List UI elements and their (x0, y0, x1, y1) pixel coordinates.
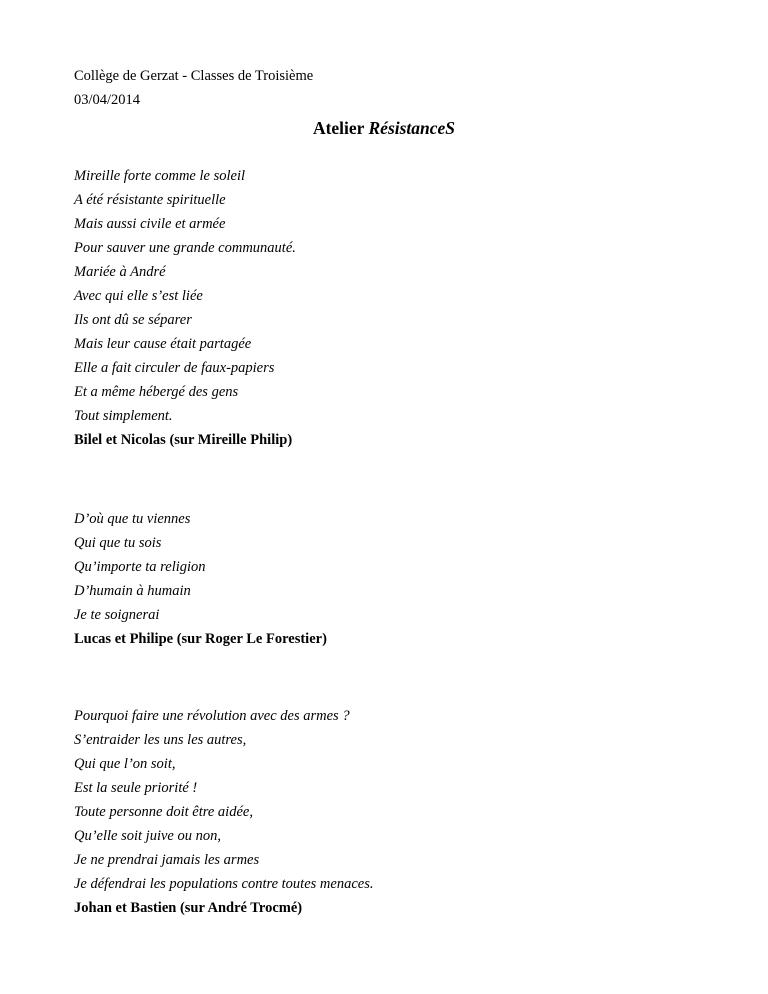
poem-line: Ils ont dû se séparer (74, 312, 192, 328)
page-title (74, 117, 694, 139)
poem-line: Je te soignerai (74, 607, 160, 623)
poem-line: Avec qui elle s’est liée (74, 288, 203, 304)
poem-line: Mireille forte comme le soleil (74, 168, 245, 184)
poem-line: Qu’importe ta religion (74, 559, 206, 575)
school-header: Collège de Gerzat - Classes de Troisième (74, 68, 314, 84)
poem-authors: Johan et Bastien (sur André Trocmé) (74, 900, 303, 916)
title-prefix: Atelier (312, 118, 369, 138)
poem-line: A été résistante spirituelle (74, 192, 226, 208)
poem-line: Qui que l’on soit, (74, 756, 176, 772)
poem-authors: Lucas et Philipe (sur Roger Le Forestier) (74, 631, 327, 647)
poem-line: Mariée à André (74, 264, 166, 280)
poem-line: Tout simplement. (74, 408, 173, 424)
poem-line: Pourquoi faire une révolution avec des armes ? (74, 708, 350, 724)
poem-line: S’entraider les uns les autres, (74, 732, 247, 748)
poem-line: Mais leur cause était partagée (74, 336, 252, 352)
poem-line: Qu’elle soit juive ou non, (74, 828, 221, 844)
poem-line: Qui que tu sois (74, 535, 162, 551)
poem-line: Pour sauver une grande communauté. (74, 240, 296, 256)
poem-line: Est la seule priorité ! (74, 780, 198, 796)
poem-line: Et a même hébergé des gens (74, 384, 239, 400)
poem-line: D’humain à humain (74, 583, 191, 599)
poem-line: Toute personne doit être aidée, (74, 804, 253, 820)
document-date: 03/04/2014 (74, 92, 141, 108)
poem-authors: Bilel et Nicolas (sur Mireille Philip) (74, 432, 293, 448)
poem-line: Je défendrai les populations contre toutes menaces. (74, 876, 374, 892)
poem-line: Elle a fait circuler de faux-papiers (74, 360, 275, 376)
poem-line: D’où que tu viennes (74, 511, 191, 527)
poem-line: Je ne prendrai jamais les armes (74, 852, 260, 868)
title-emphasis: RésistanceS (368, 118, 456, 138)
poem-line: Mais aussi civile et armée (74, 216, 226, 232)
